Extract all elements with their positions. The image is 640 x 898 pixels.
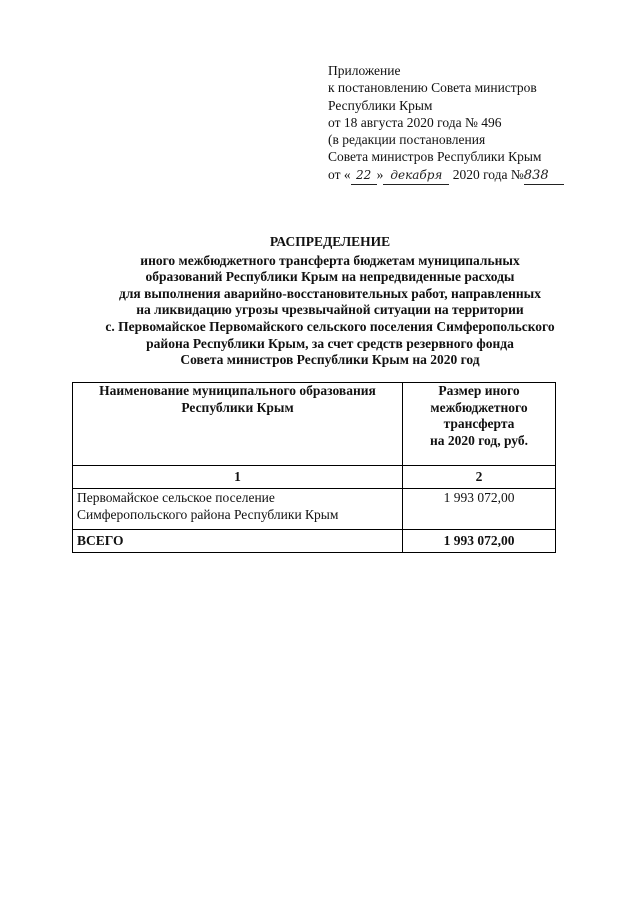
- title-main: РАСПРЕДЕЛЕНИЕ: [269, 234, 391, 249]
- distribution-table: [72, 382, 556, 553]
- header-line: Совета министров Республики Крым: [328, 149, 542, 165]
- col1-number: 1: [73, 466, 403, 489]
- col2-header-line: Размер иного: [438, 383, 520, 398]
- table-header-row: [73, 383, 556, 466]
- handwritten-month: декабря: [383, 167, 449, 185]
- title-line: иного межбюджетного трансферта бюджетам муниципальных: [140, 252, 520, 268]
- handwritten-number: 838: [524, 167, 564, 185]
- total-label: ВСЕГО: [73, 530, 403, 553]
- amend-prefix: от «: [328, 166, 351, 182]
- table-row: [73, 489, 556, 530]
- amendment-line: [328, 166, 633, 185]
- header-line: Республики Крым: [328, 97, 433, 113]
- title-line: образований Республики Крым на непредвиденные расходы: [145, 269, 515, 285]
- header-line: (в редакции постановления: [328, 132, 486, 148]
- header-line: к постановлению Совета министров: [328, 80, 537, 96]
- amend-year-text: 2020 года №: [452, 166, 524, 182]
- col2-header: [403, 383, 556, 466]
- municipality-name-line: Симферопольского района Республики Крым: [77, 507, 339, 522]
- header-line: Приложение: [328, 63, 401, 78]
- col2-header-line: межбюджетного: [430, 399, 528, 415]
- col2-header-line: трансферта: [443, 416, 515, 431]
- appendix-header: [328, 62, 633, 185]
- title-line: на ликвидацию угрозы чрезвычайной ситуации на территории: [136, 302, 524, 318]
- handwritten-day: 22: [351, 167, 377, 185]
- col1-header: Наименование муниципального образования Республики Крым: [73, 383, 403, 466]
- title-line: района Республики Крым, за счет средств резервного фонда: [146, 335, 514, 351]
- municipality-name-line: Первомайское сельское поселение: [77, 490, 275, 505]
- header-line: от 18 августа 2020 года № 496: [328, 114, 502, 130]
- amend-mid: »: [376, 166, 384, 182]
- title-line: для выполнения аварийно-восстановительных работ, направленных: [119, 285, 541, 301]
- total-row: [73, 530, 556, 553]
- col2-number: 2: [403, 466, 556, 489]
- col2-header-line: на 2020 год, руб.: [429, 432, 529, 448]
- transfer-amount: 1 993 072,00: [403, 489, 556, 530]
- title-line: Совета министров Республики Крым на 2020 год: [180, 352, 480, 368]
- column-number-row: [73, 466, 556, 489]
- document-title: [40, 234, 620, 369]
- municipality-name: [73, 489, 403, 530]
- total-amount: 1 993 072,00: [403, 530, 556, 553]
- title-line: с. Первомайское Первомайского сельского поселения Симферопольского: [105, 318, 555, 334]
